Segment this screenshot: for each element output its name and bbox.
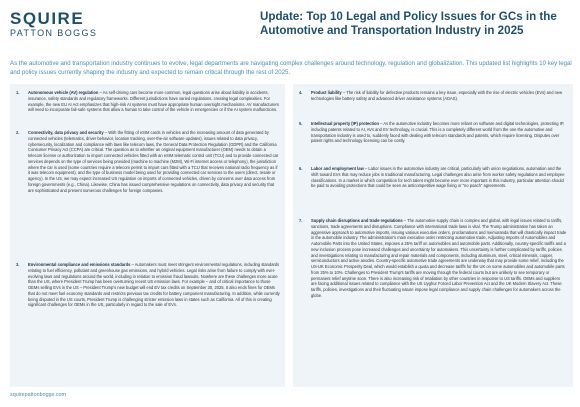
header bbox=[0, 0, 580, 66]
item-heading: Intellectual property (IP) protection bbox=[311, 121, 380, 126]
list-item-1 bbox=[16, 90, 280, 113]
item-heading: Product liability bbox=[311, 90, 342, 95]
logo-bottom-text: PATTON BOGGS bbox=[10, 28, 98, 38]
item-number: 5. bbox=[299, 121, 303, 126]
list-item-4 bbox=[299, 90, 567, 102]
logo-top-text: SQUIRE bbox=[10, 9, 85, 28]
item-number: 3. bbox=[16, 262, 20, 267]
item-number: 2. bbox=[16, 130, 20, 135]
list-item-7 bbox=[299, 218, 567, 299]
company-logo[interactable] bbox=[10, 10, 97, 39]
page-title: Update: Top 10 Legal and Policy Issues for GCs in the Automotive and Transportation Industry in 2025 bbox=[260, 10, 557, 37]
item-number: 1. bbox=[16, 90, 20, 95]
list-item-5 bbox=[299, 121, 567, 144]
item-text: – Labor issues in the automotive industry are critical, particularly with union negotiations, automation and the shift toward EVs that may reduce jobs in traditional manufacturing. Legal challenges also arise from worker safety regulations and employee classifications. In a market in which competition for tech talent might become ever more important in this industry, particular attention should be paid to avoiding protections that could be seen as anticompetitive wage fixing or "no poach" agreements. bbox=[311, 166, 565, 189]
item-heading: Environmental compliance and emissions standards bbox=[28, 262, 131, 267]
item-number: 7. bbox=[299, 218, 303, 223]
item-text: – The risk of liability for defective products remains a key issue, especially with the rise of electric vehicles (EVs) and new technologies like battery safety and advanced driver assistance systems (ADAS). bbox=[311, 90, 563, 101]
left-panel bbox=[10, 84, 285, 387]
item-heading: Supply chain disruptions and trade regulations bbox=[311, 218, 403, 223]
right-panel bbox=[293, 84, 573, 387]
intro-paragraph: As the automotive and transportation industry continues to evolve, legal departments are navigating complex challenges around technology, regulation and globalization. This updated list highlights 10 key legal and policy issues currently shaping the industry and expected to remain critical through the rest of 2025. bbox=[10, 60, 572, 76]
item-text: – With the fitting of eSIM cards in vehicles and the increasing amount of data generated by connected vehicles (telematics, driver behavior, location tracking, over-the-air software updates), issues related to data privacy, cybersecurity, localization and compliance with laws like telecom laws, the General Data Protection Regulation (GDPR) and the California Consumer Privacy Act (CCPA) are critical. The question as to whether an original equipment manufacturer (OEM) needs to obtain a telecom license or authorization to import connected vehicles fitted with an eSIM telematic control unit (TCU) and to provide connected car services depends on the type of services being provided (machine to machine (M2M), Wi-Fi internet access or telephony), the jurisdiction where the car is used (some countries require a telecom permit to import cars fitted with a TCU that receives national radio frequency as if it was telecom equipment), and the type of business model being used for providing connected car services to the users (direct, resale or agency). In the US, we may expect increased US regulation on imports of connected vehicles, driven by concerns over data access from foreign governments (e.g., China). Likewise, China has issued comprehensive regulations on connectivity, data privacy and security that are sophisticated and present numerous challenges for foreign companies. bbox=[28, 130, 279, 193]
item-number: 4. bbox=[299, 90, 303, 95]
item-heading: Labor and employment law bbox=[311, 166, 364, 171]
item-text: – As self-driving cars become more common, legal questions arise about liability in accidents, insurance, safety standards and regulatory frameworks. Different jurisdictions have varied regulations, creating legal complexities. For example, the new EU AI Act emphasizes that high-risk AI systems must have appropriate human oversight mechanisms. AV manufacturers will need to incorporate fail-safe systems that allow a human to take control of the vehicle in emergencies or if the AI system malfunctions. bbox=[28, 90, 279, 113]
list-item-2 bbox=[16, 130, 280, 193]
item-heading: Autonomous vehicle (AV) regulation bbox=[28, 90, 99, 95]
item-heading: Connectivity, data privacy and security bbox=[28, 130, 104, 135]
item-text: – Automakers must meet stringent environmental regulations, including standards relating to fuel efficiency, pollutant and greenhouse gas emissions, and hybrid vehicles. Legal risks arise from failure to comply with ever-evolving laws and regulations around the world, including in relation to emission fraud lawsuits. Nowhere are these challenges more acute than the US, where President Trump has been overturning recent US emission laws. For example – and of critical importance to those OEMs selling EVs in the US – President Trump's new budget will end EV tax credits on September 30, 2025. It also ends fines for OEMs that do not meet fuel economy standards and restricts previous tax credits for battery component manufacturing. In addition, while currently being disputed in the US courts, President Trump is challenging stricter emission laws in states such as California. All of this is creating significant challenges for OEMs in the US, particularly in regard to the sale of EVs. bbox=[28, 262, 280, 308]
item-number: 6. bbox=[299, 166, 303, 171]
list-item-3 bbox=[16, 262, 280, 308]
list-item-6 bbox=[299, 166, 567, 189]
item-text: – The automotive supply chain is complex and global, with legal issues related to tariffs, sanctions, trade agreements and disruptions. Compliance with international trade laws is vital. The Trump administration has taken an aggressive approach to automotive imports, issuing various executive orders, proclamations and memoranda that will drastically impact trade in the automobile industry. The administration's main executive order restricting automotive trade, Adjusting Imports of Automobiles and Automobile Parts into the United States, imposes a 25% tariff on automobiles and automobile parts. Additionally, country-specific tariffs and a new inclusion process pose increased challenges and uncertainty for automakers. This uncertainty is further complicated by tariffs, policies and investigations relating to manufacturing and repair materials and components, including aluminum, steel, critical minerals, copper, semiconductors and active anodes. Country-specific automotive trade agreements are underway that may provide some relief, including the US-UK Economic Prosperity Deal, which would establish a quota and decrease tariffs for the UK on some automobiles and automobile parts from 25% to 10%. Challenges to President Trump's tariffs are moving through the federal courts but are unlikely to see temporary or permanent relief anytime soon. There is also increasing risk of retaliation by other countries in response to US tariffs. OEMs and suppliers are facing additional issues related to compliance with the US Uyghur Forced Labor Prevention Act and the UK Modern Slavery Act. These tariffs, policies, investigations and their fluctuating nature impose legal compliance and supply chain challenges for automakers across the globe. bbox=[311, 218, 567, 298]
footer-website-link[interactable]: squirepattonboggs.com bbox=[10, 392, 67, 398]
item-text: – As the automotive industry becomes more reliant on software and digital technologies, protecting IP, including patents related to AI, AVs and EV technology, is crucial. This is a completely different world from the one the automotive and transportation industry is used to, suddenly faced with dealing with telecom standards and patents, which require licensing. Disputes over patent rights and technology licensing can be costly. bbox=[311, 121, 565, 144]
